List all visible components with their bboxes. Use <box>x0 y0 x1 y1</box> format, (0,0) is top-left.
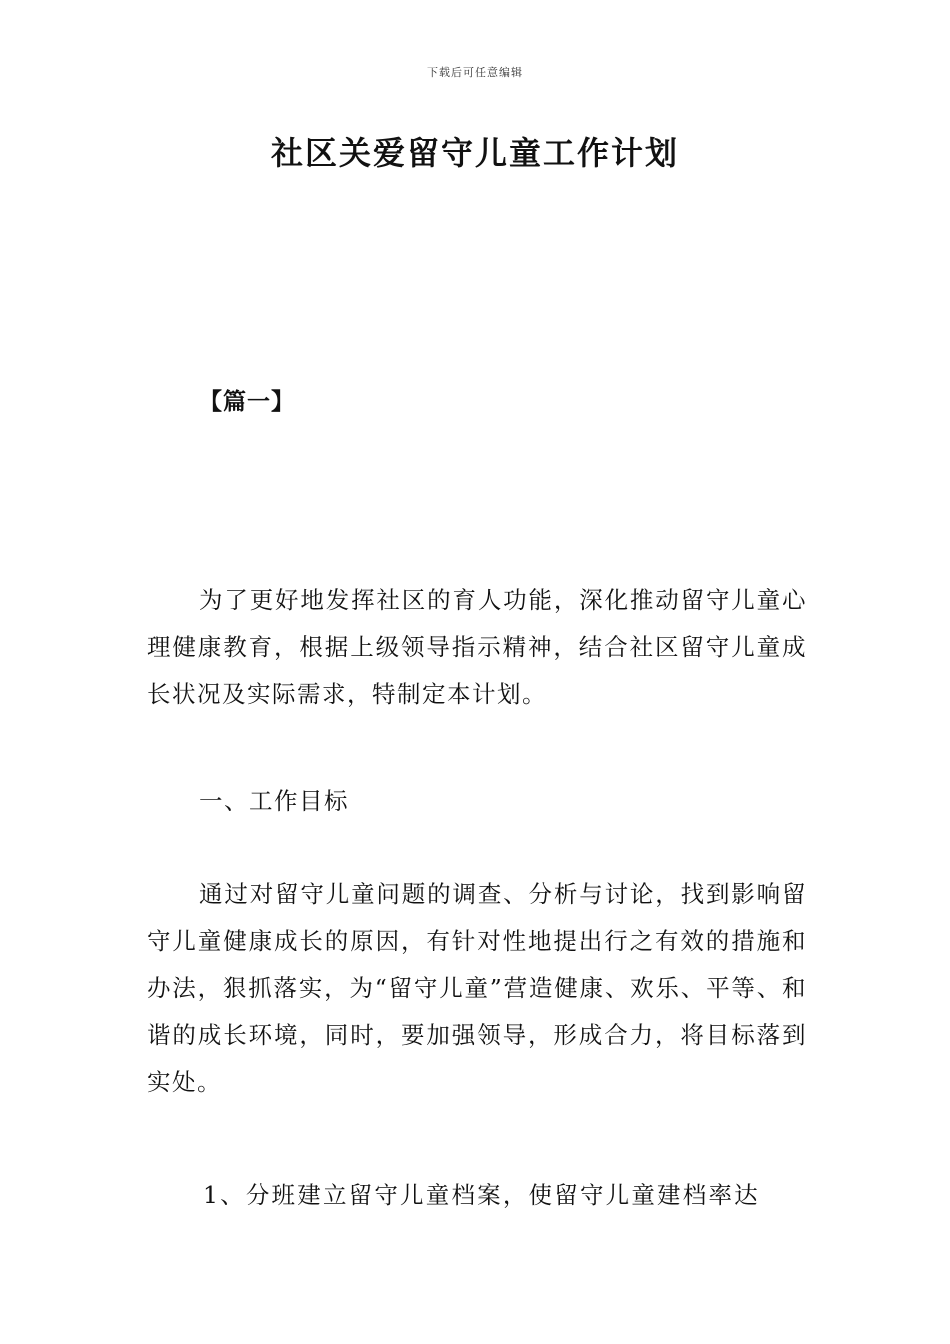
document-title: 社区关爱留守儿童工作计划 <box>270 134 679 172</box>
section-heading-goal: 一、工作目标 <box>199 787 349 815</box>
intro-paragraph: 为了更好地发挥社区的育人功能，深化推动留守儿童心理健康教育，根据上级领导指示精神，结合社区留守儿童成长状况及实际需求，特制定本计划。 <box>147 586 807 708</box>
goal-paragraph: 通过对留守儿童问题的调查、分析与讨论，找到影响留守儿童健康成长的原因，有针对性地提出行之有效的措施和办法，狠抓落实，为“留守儿童”营造健康、欢乐、平等、和谐的成长环境，同时，要加强领导，形成合力，将目标落到实处。 <box>147 880 807 1096</box>
list-item-1: 1、分班建立留守儿童档案，使留守儿童建档率达 <box>203 1181 760 1209</box>
section-marker: 【篇一】 <box>199 388 295 415</box>
header-note: 下载后可任意编辑 <box>427 66 523 79</box>
